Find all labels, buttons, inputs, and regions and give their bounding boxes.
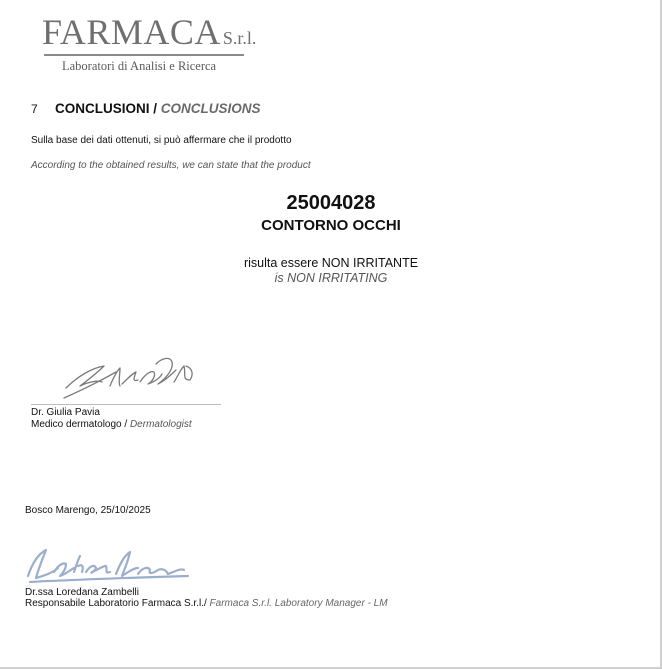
manager-signature bbox=[24, 542, 192, 586]
section-number: 7 bbox=[31, 102, 38, 116]
dermatologist-role-en: Dermatologist bbox=[129, 419, 192, 430]
section-title-en: CONCLUSIONS bbox=[160, 101, 261, 116]
manager-name: Dr.ssa Loredana Zambelli bbox=[25, 587, 139, 598]
product-name: CONTORNO OCCHI bbox=[261, 217, 401, 234]
intro-text-it: Sulla base dei dati ottenuti, si può affermare che il prodotto bbox=[31, 135, 292, 146]
logo-suffix: S.r.l. bbox=[222, 28, 257, 48]
section-heading bbox=[31, 101, 261, 116]
dermatologist-role-it: Medico dermatologo / bbox=[31, 419, 128, 430]
product-code: 25004028 bbox=[286, 192, 376, 214]
place-date: Bosco Marengo, 25/10/2025 bbox=[25, 505, 151, 516]
logo-subtitle: Laboratori di Analisi e Ricerca bbox=[62, 59, 217, 73]
logo-word: FARMACA bbox=[42, 12, 221, 52]
section-title-it: CONCLUSIONI / bbox=[55, 101, 158, 116]
manager-role-en: Farmaca S.r.l. Laboratory Manager - LM bbox=[209, 598, 388, 609]
manager-role-it: Responsabile Laboratorio Farmaca S.r.l./ bbox=[25, 598, 207, 609]
dermatologist-role bbox=[31, 419, 192, 430]
result-text-it: risulta essere NON IRRITANTE bbox=[243, 256, 419, 270]
signature-line bbox=[31, 404, 221, 405]
dermatologist-name: Dr. Giulia Pavia bbox=[31, 407, 100, 418]
manager-role bbox=[25, 598, 388, 609]
result-text-en: is NON IRRITATING bbox=[274, 271, 388, 285]
farmaca-logo bbox=[42, 12, 257, 76]
logo-wordmark bbox=[42, 14, 256, 50]
logo-rule bbox=[44, 54, 244, 56]
dermatologist-signature bbox=[58, 350, 223, 406]
intro-text-en: According to the obtained results, we can state that the product bbox=[31, 160, 311, 171]
